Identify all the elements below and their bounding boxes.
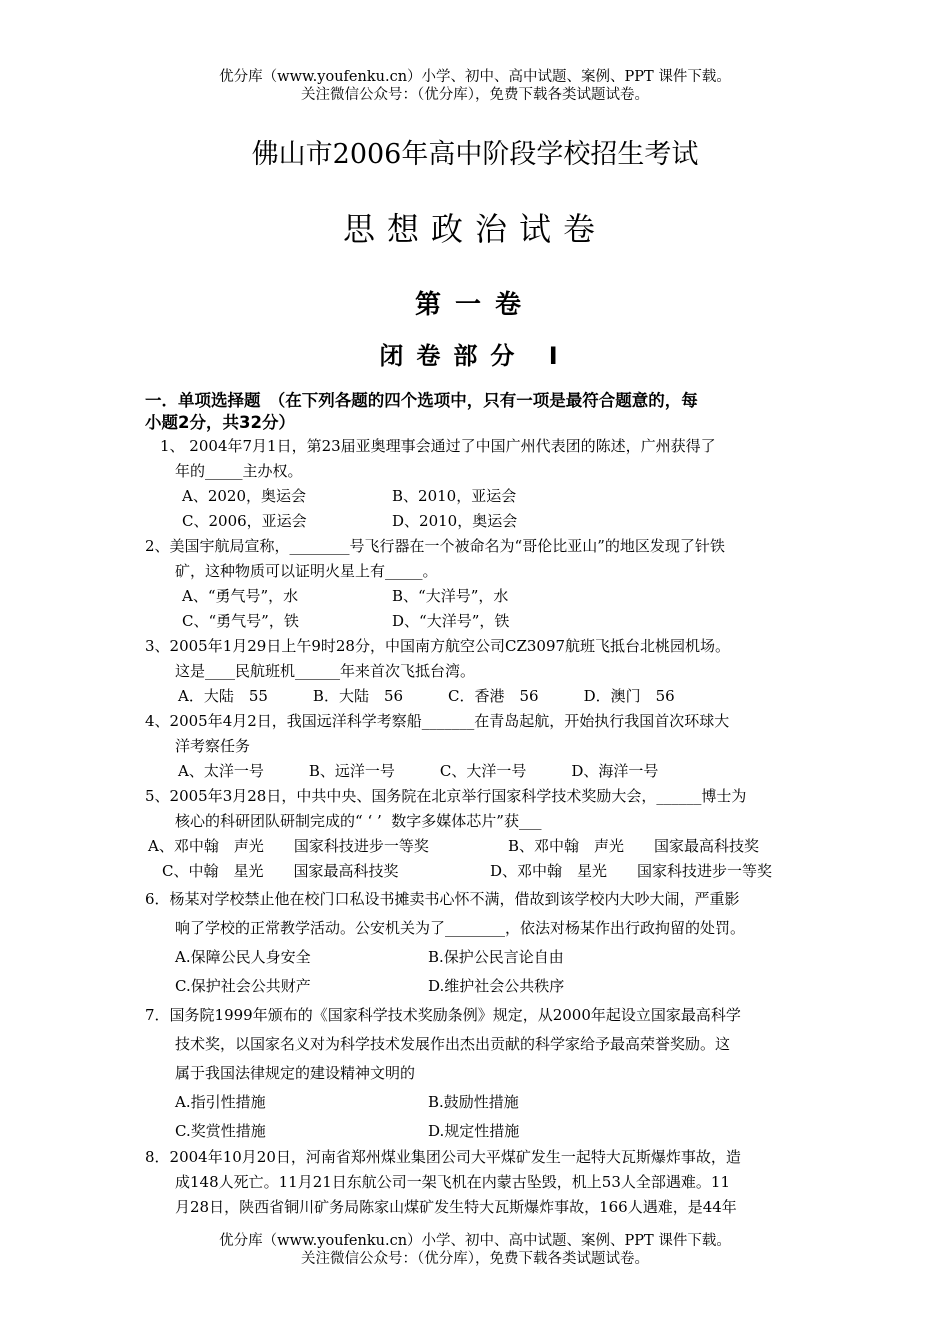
q7-line-1: 7．国务院1999年颁布的《国家科学技术奖励条例》规定，从2000年起设立国家最高科学 bbox=[145, 1006, 741, 1024]
q6-line-2: 响了学校的正常教学活动。公安机关为了________，依法对杨某作出行政拘留的处罚。 bbox=[175, 919, 746, 937]
header-line-1: 优分库（www.youfenku.cn）小学、初中、高中试题、案例、PPT 课件下载。 bbox=[219, 69, 731, 85]
q5-option-d: D、邓中翰 星光 国家科技进步一等奖 bbox=[490, 862, 773, 880]
section-heading-line-1: 一．单项选择题 （在下列各题的四个选项中，只有一项是最符合题意的，每 bbox=[145, 391, 698, 410]
q7-option-c: C.奖赏性措施 bbox=[175, 1122, 266, 1140]
q3-options: A．大陆 55 B．大陆 56 C．香港 56 D．澳门 56 bbox=[178, 687, 675, 705]
q1-line-2: 年的_____主办权。 bbox=[175, 462, 303, 480]
q4-line-1: 4、2005年4月2日，我国远洋科学考察船_______在青岛起航，开始执行我国首次环球大 bbox=[145, 712, 730, 730]
q1-line-1: 1、 2004年7月1日，第23届亚奥理事会通过了中国广州代表团的陈述，广州获得了 bbox=[160, 437, 716, 455]
q4-line-2: 洋考察任务 bbox=[175, 737, 251, 755]
q8-line-3: 月28日，陕西省铜川矿务局陈家山煤矿发生特大瓦斯爆炸事故，166人遇难，是44年 bbox=[175, 1198, 737, 1216]
volume-title: 第一卷 bbox=[414, 290, 535, 320]
q3-line-2: 这是____民航班机______年来首次飞抵台湾。 bbox=[175, 662, 476, 680]
q3-line-1: 3、2005年1月29日上午9时28分，中国南方航空公司CZ3097航班飞抵台北桃园机场。 bbox=[145, 637, 731, 655]
header-line-2: 关注微信公众号：（优分库），免费下载各类试题试卷。 bbox=[301, 87, 649, 103]
q6-option-c: C.保护社会公共财产 bbox=[175, 977, 311, 995]
q1-option-b: B、2010，亚运会 bbox=[392, 487, 517, 505]
subject-title: 思想政治试卷 bbox=[342, 210, 607, 248]
q6-option-b: B.保护公民言论自由 bbox=[428, 948, 564, 966]
q5-option-b: B、邓中翰 声光 国家最高科技奖 bbox=[508, 837, 760, 855]
q6-option-d: D.维护社会公共秩序 bbox=[428, 977, 565, 995]
q4-options: A、太洋一号 B、远洋一号 C、大洋一号 D、海洋一号 bbox=[178, 762, 659, 780]
q5-option-a: A、邓中翰 声光 国家科技进步一等奖 bbox=[148, 837, 429, 855]
q7-line-3: 属于我国法律规定的建设精神文明的 bbox=[175, 1064, 416, 1082]
q7-option-b: B.鼓励性措施 bbox=[428, 1093, 519, 1111]
q7-option-d: D.规定性措施 bbox=[428, 1122, 520, 1140]
section-heading-line-2: 小题2分，共32分） bbox=[145, 413, 295, 432]
q2-line-2: 矿，这种物质可以证明火星上有_____。 bbox=[175, 562, 438, 580]
q5-option-c: C、中翰 星光 国家最高科技奖 bbox=[162, 862, 399, 880]
q2-option-a: A、“勇气号”，水 bbox=[182, 587, 299, 605]
q2-line-1: 2、美国宇航局宣称，________号飞行器在一个被命名为“哥伦比亚山”的地区发现了针铁 bbox=[145, 537, 725, 555]
q1-option-d: D、2010，奥运会 bbox=[392, 512, 518, 530]
q7-line-2: 技术奖，以国家名义对为科学技术发展作出杰出贡献的科学家给予最高荣誉奖励。这 bbox=[175, 1035, 731, 1053]
q5-line-2: 核心的科研团队研制完成的“ ‘ ’ 数字多媒体芯片”获___ bbox=[175, 812, 542, 830]
q5-line-1: 5、2005年3月28日，中共中央、国务院在北京举行国家科学技术奖励大会，______博士为 bbox=[145, 787, 747, 805]
q2-option-d: D、“大洋号”，铁 bbox=[392, 612, 510, 630]
q7-option-a: A.指引性措施 bbox=[175, 1093, 266, 1111]
exam-title: 佛山市2006年高中阶段学校招生考试 bbox=[251, 139, 699, 170]
q1-option-c: C、2006，亚运会 bbox=[182, 512, 307, 530]
footer-line-1: 优分库（www.youfenku.cn）小学、初中、高中试题、案例、PPT 课件下载。 bbox=[219, 1233, 731, 1249]
q6-line-1: 6．杨某对学校禁止他在校门口私设书摊卖书心怀不满，借故到该学校内大吵大闹，严重影 bbox=[145, 890, 740, 908]
q8-line-2: 成148人死亡。11月21日东航公司一架飞机在内蒙古坠毁，机上53人全部遇难。11 bbox=[175, 1173, 730, 1191]
q2-option-b: B、“大洋号”，水 bbox=[392, 587, 509, 605]
part-title: 闭卷部分 Ⅰ bbox=[379, 342, 571, 370]
section-heading bbox=[145, 390, 810, 434]
footer-line-2: 关注微信公众号：（优分库），免费下载各类试题试卷。 bbox=[301, 1251, 649, 1267]
q1-option-a: A、2020，奥运会 bbox=[182, 487, 307, 505]
q8-line-1: 8．2004年10月20日，河南省郑州煤业集团公司大平煤矿发生一起特大瓦斯爆炸事故，造 bbox=[145, 1148, 741, 1166]
q2-option-c: C、“勇气号”，铁 bbox=[182, 612, 299, 630]
q6-option-a: A.保障公民人身安全 bbox=[175, 948, 311, 966]
